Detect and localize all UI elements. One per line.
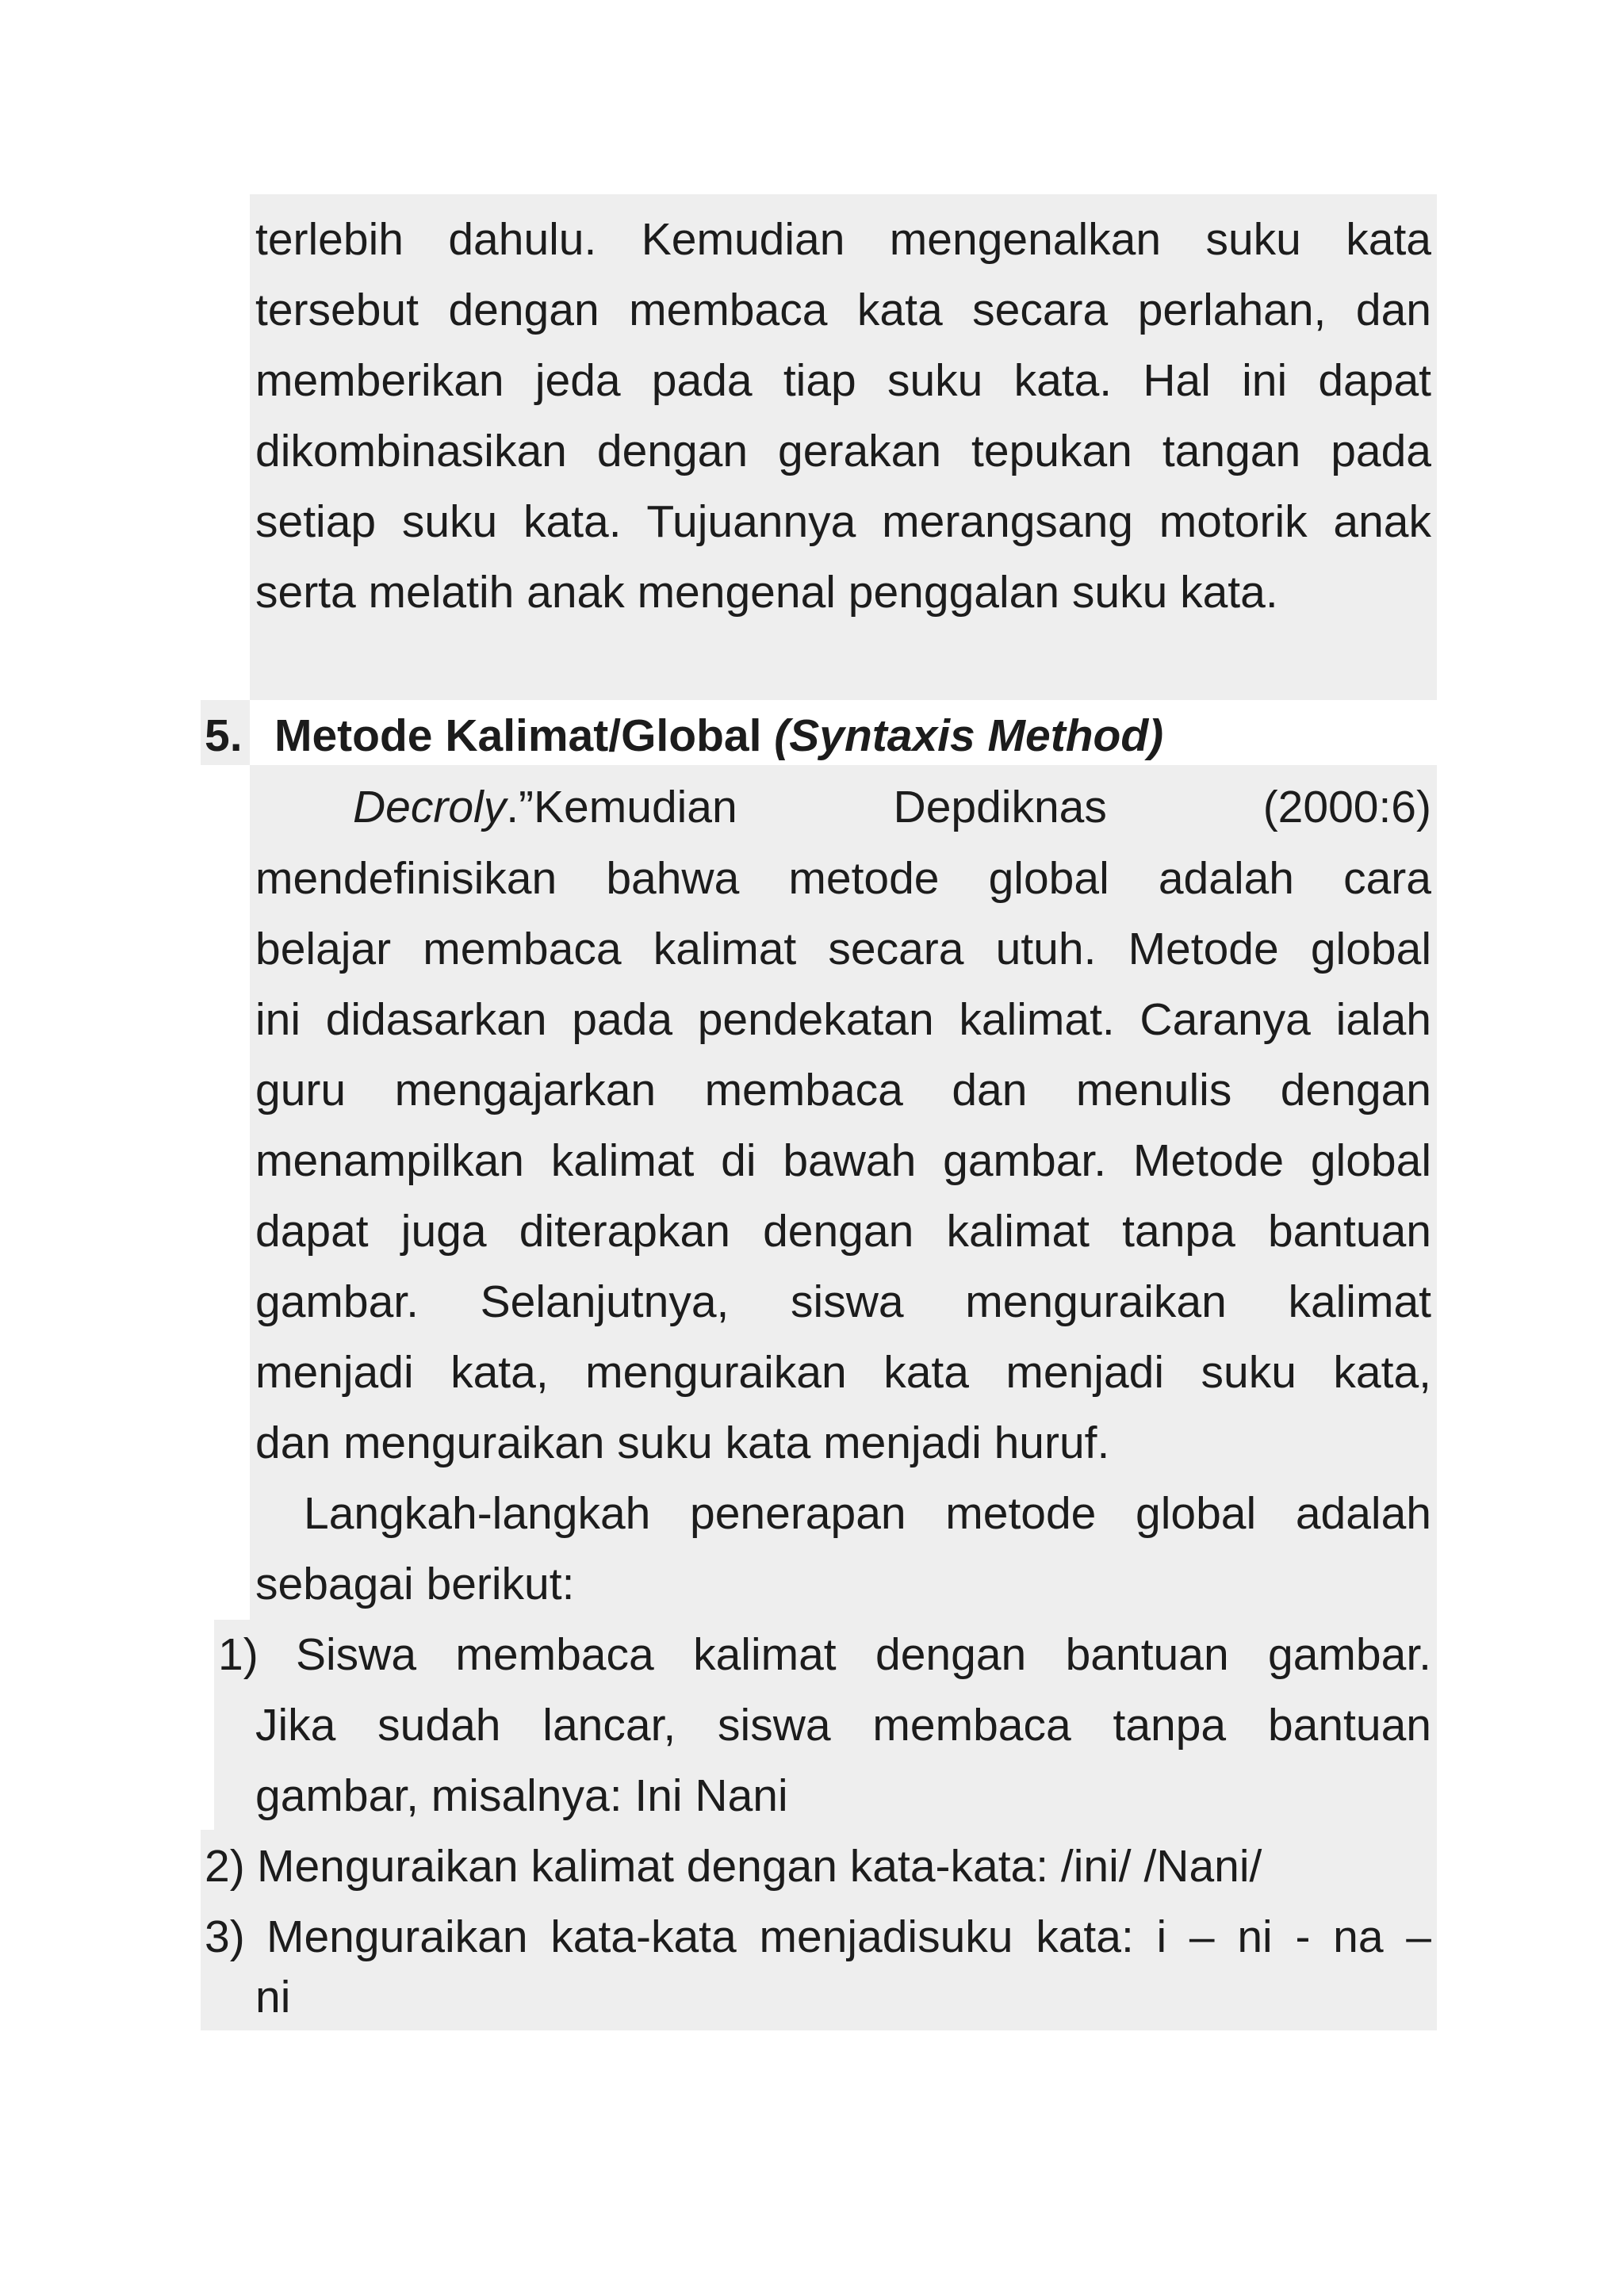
paragraph-line: dan menguraikan suku kata menjadi huruf. xyxy=(255,1418,1110,1468)
paragraph-line: menjadi kata, menguraikan kata menjadi suku kata, xyxy=(255,1347,1431,1398)
paragraph-line: sebagai berikut: xyxy=(255,1559,575,1609)
author-name: Decroly xyxy=(353,782,507,832)
paragraph-line: ini didasarkan pada pendekatan kalimat. Caranya ialah xyxy=(255,994,1431,1045)
section-title: Metode Kalimat/Global xyxy=(274,710,762,761)
paragraph-line: dikombinasikan dengan gerakan tepukan tangan pada xyxy=(255,426,1431,476)
paragraph-line: guru mengajarkan membaca dan menulis dengan xyxy=(255,1065,1431,1115)
list-item-first-line xyxy=(218,1619,1431,1690)
paragraph-line: memberikan jeda pada tiap suku kata. Hal ini dapat xyxy=(255,355,1431,406)
paragraph-line: serta melatih anak mengenal penggalan suku kata. xyxy=(255,567,1278,618)
section-number: 5. xyxy=(205,710,243,761)
list-item-text: Menguraikan kata-kata menjadisuku kata: i – ni - na – xyxy=(266,1911,1431,1962)
paragraph-line: menampilkan kalimat di bawah gambar. Metode global xyxy=(255,1135,1431,1186)
paragraph-line: belajar membaca kalimat secara utuh. Metode global xyxy=(255,924,1431,974)
section-title-italic: (Syntaxis Method) xyxy=(774,710,1164,761)
list-item-number: 2) xyxy=(205,1841,245,1892)
paragraph-first-line xyxy=(255,771,1431,843)
list-item-first-line xyxy=(205,1831,1431,1902)
list-item-number: 3) xyxy=(205,1911,245,1962)
paragraph-line: gambar. Selanjutnya, siswa menguraikan kalimat xyxy=(255,1276,1431,1327)
list-item-line: ni xyxy=(255,1972,291,2022)
list-item-text: Siswa membaca kalimat dengan bantuan gambar. xyxy=(296,1629,1431,1680)
paragraph-line: dapat juga diterapkan dengan kalimat tanpa bantuan xyxy=(255,1206,1431,1257)
list-item-number: 1) xyxy=(218,1629,259,1680)
paragraph-line: Langkah-langkah penerapan metode global adalah xyxy=(304,1488,1431,1539)
paragraph-line: setiap suku kata. Tujuannya merangsang motorik anak xyxy=(255,496,1431,547)
first-line-text: .”Kemudian Depdiknas (2000:6) xyxy=(506,782,1431,832)
paragraph-line: tersebut dengan membaca kata secara perlahan, dan xyxy=(255,285,1431,335)
list-item-text: Menguraikan kalimat dengan kata-kata: /ini/ /Nani/ xyxy=(257,1841,1262,1892)
section-heading xyxy=(205,700,1163,771)
list-item-line: gambar, misalnya: Ini Nani xyxy=(255,1770,788,1821)
paragraph-line: mendefinisikan bahwa metode global adalah cara xyxy=(255,853,1431,904)
list-item-line: Jika sudah lancar, siswa membaca tanpa bantuan xyxy=(255,1700,1431,1751)
paragraph-line: terlebih dahulu. Kemudian mengenalkan suku kata xyxy=(255,214,1431,265)
